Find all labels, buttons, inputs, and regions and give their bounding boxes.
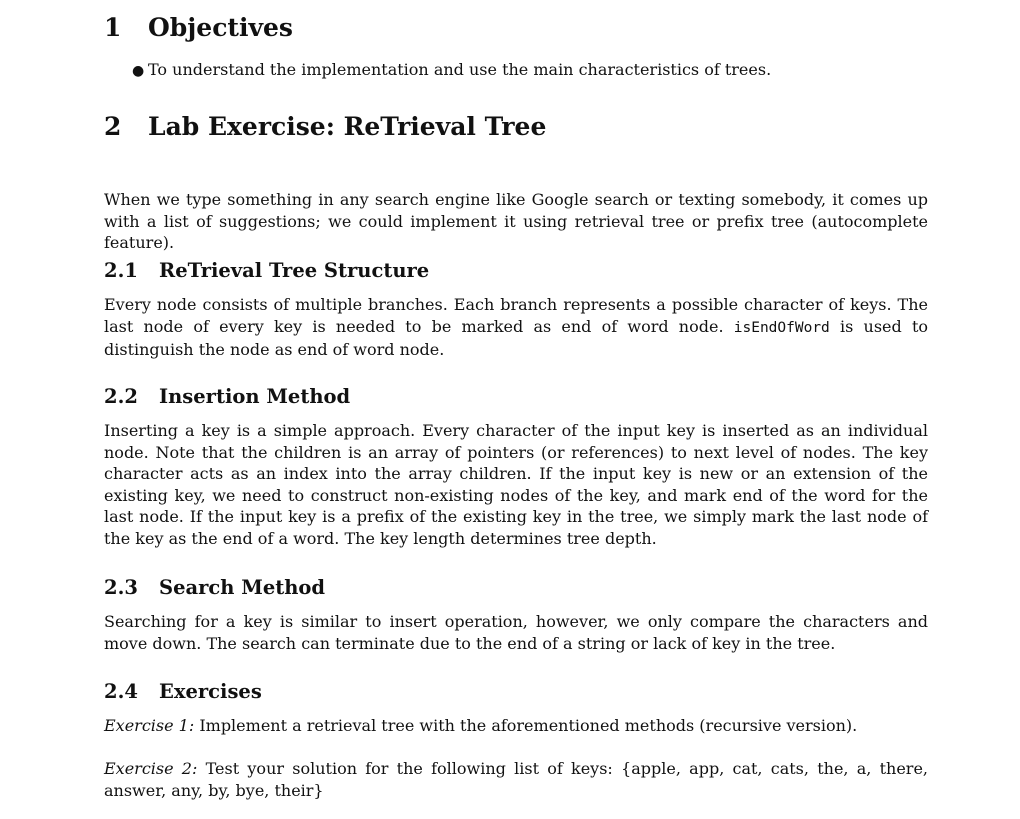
section-number: 2	[104, 112, 122, 141]
subsection-2-3-heading	[104, 576, 325, 600]
exercise-label: Exercise 1:	[104, 716, 195, 735]
exercise-2	[104, 758, 928, 801]
structure-paragraph	[104, 294, 928, 361]
search-paragraph: Searching for a key is similar to insert operation, however, we only compare the characters and move down. The search can terminate due to the end of a string or lack of key in the tree.	[104, 612, 928, 653]
inline-code: isEndOfWord	[733, 319, 830, 336]
insertion-paragraph: Inserting a key is a simple approach. Every character of the input key is inserted as an individual node. Note that the children is an array of pointers (or references) to next level of nodes. The key character acts as an index into the array children. If the input key is new or an extension of the existing key, we need to construct non-existing nodes of the key, and mark end of the word for the last node. If the input key is a prefix of the existing key in the tree, we simply mark the last node of the key as the end of a word. The key length determines tree depth.	[104, 421, 928, 548]
bullet-text: To understand the implementation and use the main characteristics of trees.	[148, 60, 772, 79]
intro-paragraph: When we type something in any search engine like Google search or texting somebody, it comes up with a list of suggestions; we could implement it using retrieval tree or prefix tree (autocomplete feature).	[104, 190, 928, 252]
exercise-label: Exercise 2:	[104, 759, 198, 778]
subsection-number: 2.2	[104, 385, 138, 408]
subsection-title: Insertion Method	[159, 385, 351, 408]
subsection-title: Search Method	[159, 576, 326, 599]
subsection-title: Exercises	[159, 680, 262, 703]
bullet-dot-icon: ●	[132, 63, 145, 79]
section-title: Lab Exercise: ReTrieval Tree	[148, 112, 547, 141]
section-number: 1	[104, 13, 122, 42]
exercise-1	[104, 715, 928, 737]
section-2-heading	[104, 112, 546, 142]
subsection-2-4-heading	[104, 680, 262, 704]
subsection-number: 2.3	[104, 576, 138, 599]
subsection-2-1-heading	[104, 259, 429, 283]
objective-bullet	[132, 59, 771, 83]
subsection-2-2-heading	[104, 385, 350, 409]
subsection-number: 2.4	[104, 680, 138, 703]
subsection-number: 2.1	[104, 259, 138, 282]
exercise-text: Test your solution for the following list of keys: {apple, app, cat, cats, the, a, there, answer, any, by, bye, their}	[104, 759, 929, 800]
paragraph-text: Every node consists of multiple branches. Each branch represents a possible character of keys. The last node of every key is needed to be marked as end of word node.	[104, 295, 928, 336]
paragraph-text: is used to distinguish the node as end of word node.	[104, 316, 929, 359]
subsection-title: ReTrieval Tree Structure	[159, 259, 430, 282]
section-1-heading	[104, 13, 293, 43]
exercise-text: Implement a retrieval tree with the aforementioned methods (recursive version).	[194, 716, 858, 735]
section-title: Objectives	[148, 13, 293, 42]
